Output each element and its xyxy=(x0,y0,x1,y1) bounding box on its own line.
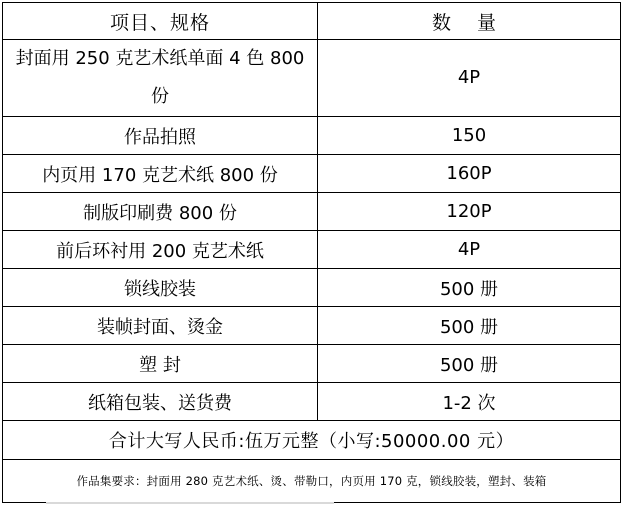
table-row xyxy=(3,269,621,307)
table-row xyxy=(3,155,621,193)
table-row xyxy=(3,231,621,269)
table-row xyxy=(3,40,621,117)
total-row xyxy=(3,421,621,460)
row-quantity: 120P xyxy=(318,193,621,231)
quotation-table xyxy=(2,2,621,503)
table-row xyxy=(3,117,621,155)
row-quantity: 500 册 xyxy=(318,307,621,345)
table-row xyxy=(3,383,621,421)
row-quantity: 150 xyxy=(318,117,621,155)
header-quantity: 数 量 xyxy=(318,3,621,40)
table-header-row xyxy=(3,3,621,40)
row-quantity: 4P xyxy=(318,40,621,117)
row-quantity: 4P xyxy=(318,231,621,269)
table-row xyxy=(3,307,621,345)
row-item: 前后环衬用 200 克艺术纸 xyxy=(3,231,318,269)
row-item-text: 封面用 250 克艺术纸单面 4 色 800 份 xyxy=(15,48,305,107)
header-item: 项目、规格 xyxy=(3,3,318,40)
row-item: 作品拍照 xyxy=(3,117,318,155)
quotation-sheet xyxy=(2,2,620,504)
row-item: 制版印刷费 800 份 xyxy=(3,193,318,231)
requirements-row xyxy=(3,460,621,503)
row-item: 锁线胶装 xyxy=(3,269,318,307)
row-item: 装帧封面、烫金 xyxy=(3,307,318,345)
row-item xyxy=(3,40,318,117)
page-edge-line xyxy=(46,502,334,504)
row-item: 塑 封 xyxy=(3,345,318,383)
requirements-note: 作品集要求：封面用 280 克艺术纸、烫、带勒口，内页用 170 克，锁线胶装，塑封、装箱 xyxy=(3,460,621,503)
row-quantity: 500 册 xyxy=(318,345,621,383)
row-quantity: 500 册 xyxy=(318,269,621,307)
total-amount: 合计大写人民币:伍万元整（小写:50000.00 元） xyxy=(3,421,621,460)
row-item: 纸箱包装、送货费 xyxy=(3,383,318,421)
row-item: 内页用 170 克艺术纸 800 份 xyxy=(3,155,318,193)
row-quantity: 1-2 次 xyxy=(318,383,621,421)
table-row xyxy=(3,193,621,231)
row-quantity: 160P xyxy=(318,155,621,193)
table-row xyxy=(3,345,621,383)
